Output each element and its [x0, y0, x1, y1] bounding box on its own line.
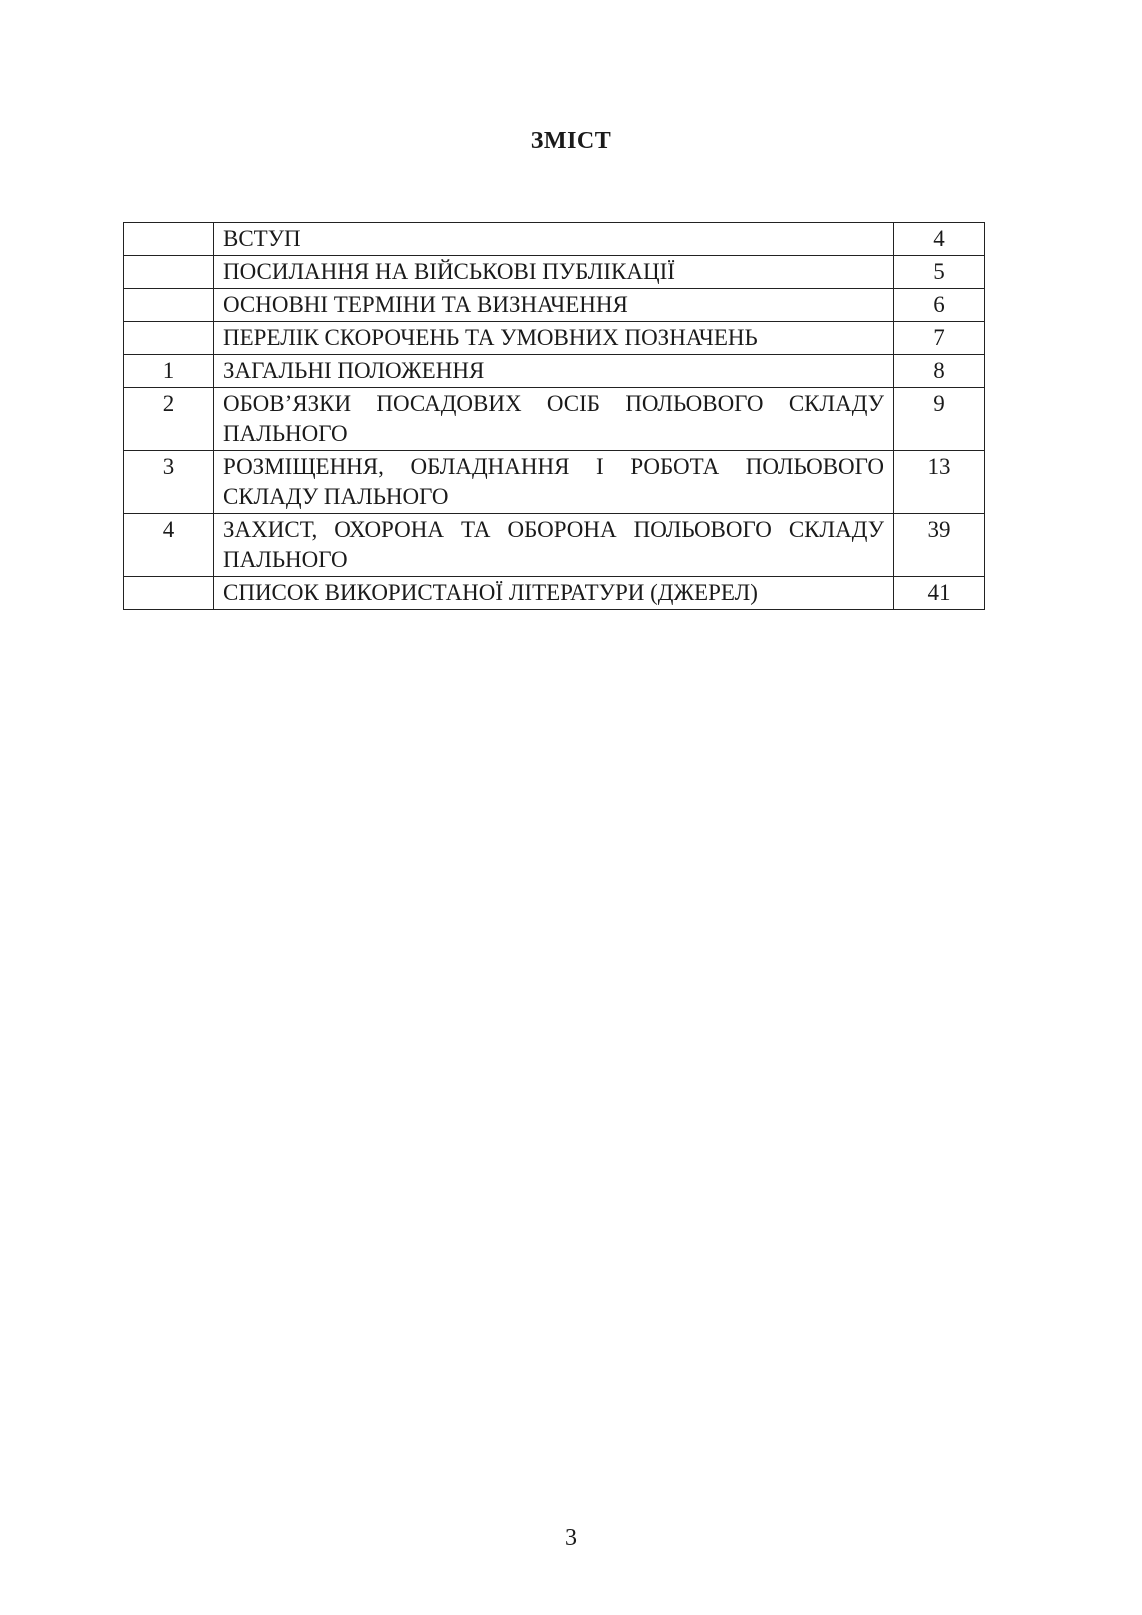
- toc-row[interactable]: [124, 355, 985, 388]
- toc-row[interactable]: [124, 223, 985, 256]
- table-of-contents: [123, 222, 985, 610]
- toc-row[interactable]: [124, 451, 985, 514]
- toc-section-number: [124, 289, 214, 322]
- toc-page-number: 8: [894, 355, 985, 388]
- toc-row[interactable]: [124, 577, 985, 610]
- toc-entry-title: ЗАХИСТ, ОХОРОНА ТА ОБОРОНА ПОЛЬОВОГО СКЛАДУ ПАЛЬНОГО: [214, 514, 894, 577]
- toc-section-number: [124, 577, 214, 610]
- toc-row[interactable]: [124, 514, 985, 577]
- page-title: ЗМІСТ: [530, 128, 612, 154]
- toc-section-number: 2: [124, 388, 214, 451]
- toc-entry-title: ОБОВ’ЯЗКИ ПОСАДОВИХ ОСІБ ПОЛЬОВОГО СКЛАДУ ПАЛЬНОГО: [214, 388, 894, 451]
- toc-row[interactable]: [124, 388, 985, 451]
- toc-page-number: 4: [894, 223, 985, 256]
- page-number: 3: [565, 1525, 577, 1551]
- toc-row[interactable]: [124, 322, 985, 355]
- toc-entry-title: ЗАГАЛЬНІ ПОЛОЖЕННЯ: [214, 355, 894, 388]
- toc-section-number: 1: [124, 355, 214, 388]
- toc-page-number: 5: [894, 256, 985, 289]
- toc-page-number: 13: [894, 451, 985, 514]
- toc-page-number: 41: [894, 577, 985, 610]
- toc-entry-title: ПОСИЛАННЯ НА ВІЙСЬКОВІ ПУБЛІКАЦІЇ: [214, 256, 894, 289]
- toc-page-number: 39: [894, 514, 985, 577]
- toc-section-number: 3: [124, 451, 214, 514]
- toc-entry-title: ВСТУП: [214, 223, 894, 256]
- toc-page-number: 7: [894, 322, 985, 355]
- toc-entry-title: СПИСОК ВИКОРИСТАНОЇ ЛІТЕРАТУРИ (ДЖЕРЕЛ): [214, 577, 894, 610]
- toc-section-number: [124, 322, 214, 355]
- toc-section-number: [124, 256, 214, 289]
- toc-entry-title: ОСНОВНІ ТЕРМІНИ ТА ВИЗНАЧЕННЯ: [214, 289, 894, 322]
- toc-entry-title: ПЕРЕЛІК СКОРОЧЕНЬ ТА УМОВНИХ ПОЗНАЧЕНЬ: [214, 322, 894, 355]
- toc-page-number: 9: [894, 388, 985, 451]
- toc-row[interactable]: [124, 256, 985, 289]
- toc-section-number: [124, 223, 214, 256]
- toc-row[interactable]: [124, 289, 985, 322]
- toc-page-number: 6: [894, 289, 985, 322]
- toc-section-number: 4: [124, 514, 214, 577]
- toc-entry-title: РОЗМІЩЕННЯ, ОБЛАДНАННЯ І РОБОТА ПОЛЬОВОГО СКЛАДУ ПАЛЬНОГО: [214, 451, 894, 514]
